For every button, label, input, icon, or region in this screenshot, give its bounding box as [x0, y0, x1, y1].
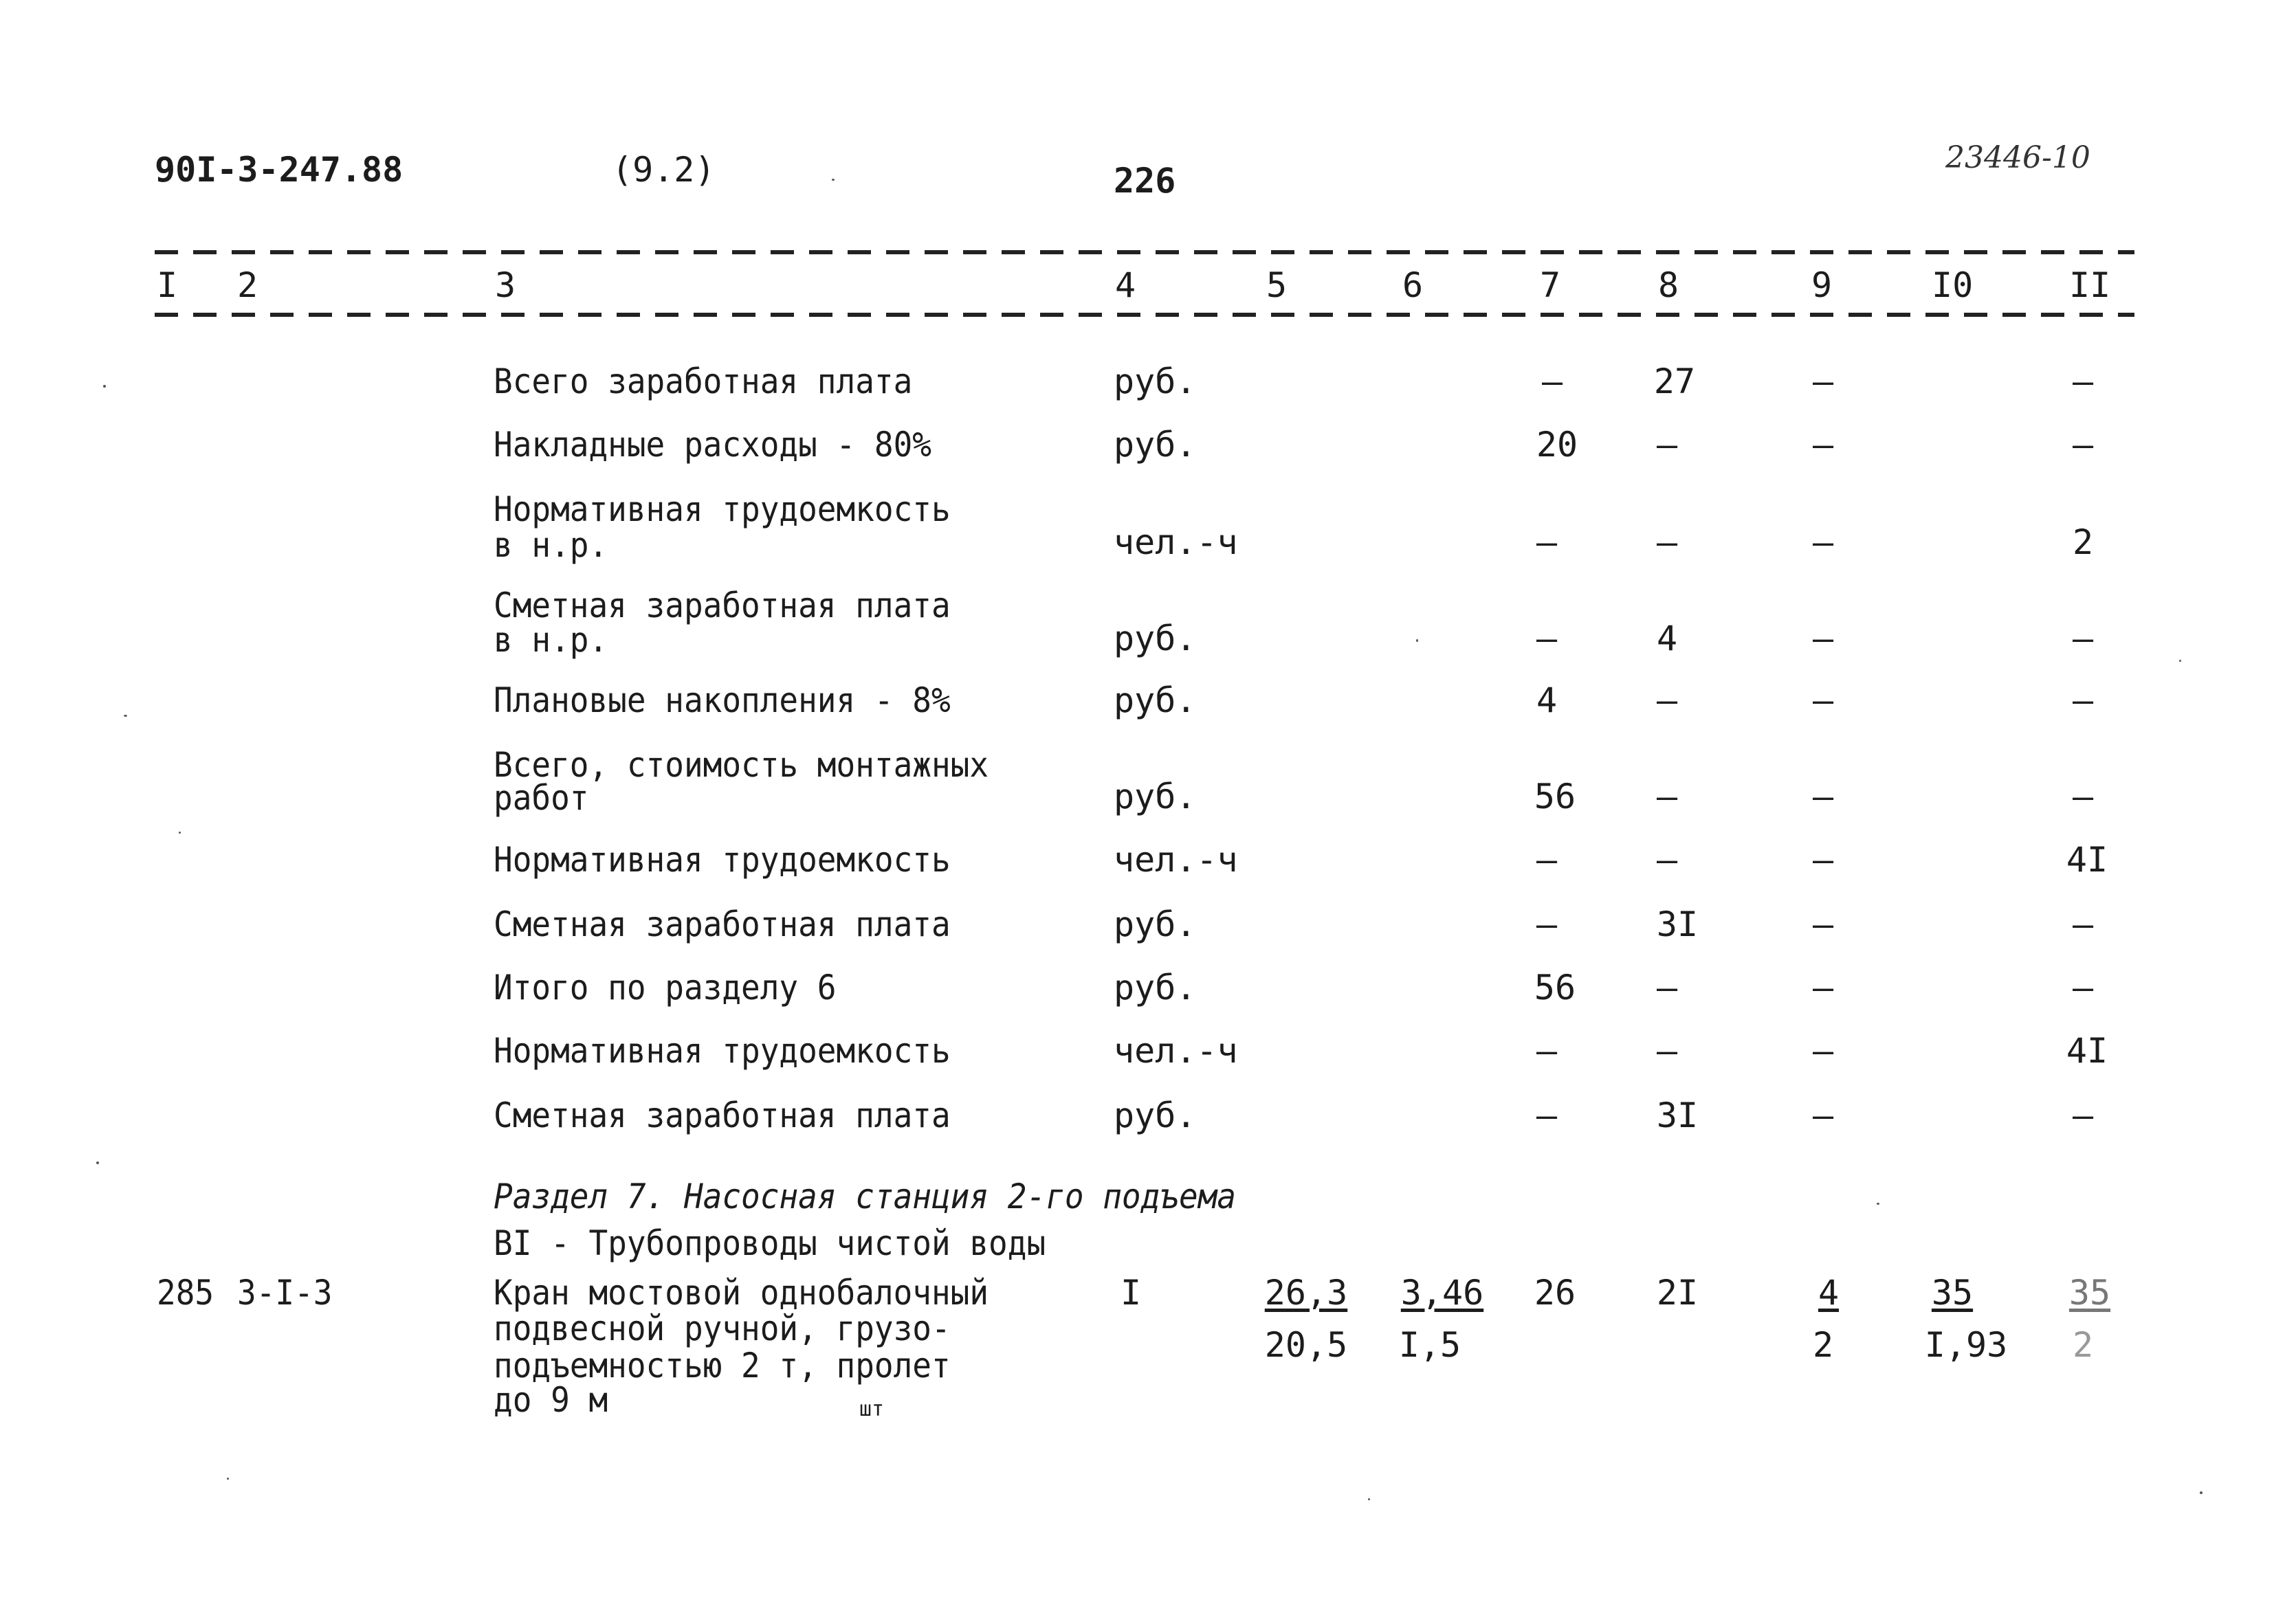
cell-col11: –	[2072, 619, 2094, 658]
col-header-9: 9	[1811, 265, 1833, 305]
row-name: Накладные расходы - 80%	[494, 425, 931, 465]
row-unit: руб.	[1114, 619, 1197, 658]
row-name: Нормативная трудоемкость	[494, 840, 951, 880]
cell-col9: –	[1812, 840, 1834, 880]
cell-col8: –	[1656, 522, 1678, 562]
cell-col9-top: 4	[1818, 1273, 1840, 1313]
row-name: Итого по разделу 6	[494, 968, 837, 1008]
col-header-11: II	[2069, 265, 2111, 305]
cell-col9: –	[1812, 361, 1834, 401]
col-header-1: I	[157, 265, 178, 305]
col-header-5: 5	[1266, 265, 1288, 305]
cell-col11: 4I	[2066, 840, 2108, 880]
cell-col8: –	[1656, 777, 1678, 816]
row-unit: чел.-ч	[1114, 840, 1238, 880]
item-quantity: I	[1121, 1273, 1142, 1313]
cell-col10-bottom: I,93	[1924, 1325, 2008, 1365]
cell-col7: 56	[1534, 968, 1576, 1008]
page-number: 226	[1114, 161, 1176, 201]
row-unit: чел.-ч	[1114, 522, 1238, 562]
cell-col9: –	[1812, 968, 1834, 1008]
item-name-line3: подъемностью 2 т, пролет	[494, 1346, 951, 1386]
cell-col11-bottom: 2	[2072, 1325, 2094, 1365]
item-unit-note: шт	[859, 1397, 885, 1421]
handwritten-reference: 23446-10	[1945, 140, 2090, 175]
cell-col8: 2I	[1656, 1273, 1699, 1313]
cell-col8: –	[1656, 968, 1678, 1008]
row-unit: руб.	[1114, 904, 1197, 944]
col-header-6: 6	[1402, 265, 1424, 305]
cell-col9: –	[1812, 680, 1834, 720]
cell-col9: –	[1812, 904, 1834, 944]
row-name: Нормативная трудоемкость	[494, 489, 951, 529]
cell-col8: –	[1656, 840, 1678, 880]
item-name-line4: до 9 м	[494, 1380, 608, 1420]
cell-col7: 56	[1534, 777, 1576, 816]
row-unit: руб.	[1114, 361, 1197, 401]
cell-col7: –	[1536, 1031, 1558, 1071]
row-unit: руб.	[1114, 968, 1197, 1008]
cell-col7: –	[1536, 619, 1558, 658]
cell-col7: 26	[1534, 1273, 1576, 1313]
section-7-subtitle: BI - Трубопроводы чистой воды	[494, 1223, 1046, 1263]
cell-col8: 4	[1656, 619, 1678, 658]
row-unit: руб.	[1114, 1095, 1197, 1135]
cell-col11: 2	[2072, 522, 2094, 562]
row-unit: руб.	[1114, 425, 1197, 465]
cell-col11: –	[2072, 904, 2094, 944]
cell-col9: –	[1812, 425, 1834, 465]
row-name: Плановые накопления - 8%	[494, 680, 951, 720]
row-name: Сметная заработная плата	[494, 904, 951, 944]
cell-col11: –	[2072, 361, 2094, 401]
cell-col8: –	[1656, 1031, 1678, 1071]
row-name: Сметная заработная плата	[494, 1095, 951, 1135]
cell-col10-top: 35	[1931, 1273, 1974, 1313]
col-header-3: 3	[495, 265, 516, 305]
cell-col9: –	[1812, 1095, 1834, 1135]
row-name-line2: в н.р.	[494, 525, 608, 565]
cell-col11: 4I	[2066, 1031, 2108, 1071]
cell-col11: –	[2072, 968, 2094, 1008]
cell-col11: –	[2072, 1095, 2094, 1135]
cell-col9: –	[1812, 1031, 1834, 1071]
row-name-line2: работ	[494, 778, 589, 818]
cell-col7: –	[1536, 840, 1558, 880]
cell-col7: 20	[1536, 425, 1578, 465]
cell-col7: –	[1536, 522, 1558, 562]
item-code: 3-I-3	[237, 1273, 333, 1313]
cell-col9: –	[1812, 777, 1834, 816]
col-header-2: 2	[237, 265, 258, 305]
cell-col7: –	[1541, 361, 1563, 401]
section-7-title: Раздел 7. Насосная станция 2-го подъема	[494, 1177, 1237, 1216]
cell-col7: 4	[1536, 680, 1558, 720]
cell-col11: –	[2072, 777, 2094, 816]
row-name: Сметная заработная плата	[494, 586, 951, 625]
cell-col8: –	[1656, 680, 1678, 720]
cell-col7: –	[1536, 1095, 1558, 1135]
col-header-10: I0	[1932, 265, 1974, 305]
cell-col11: –	[2072, 680, 2094, 720]
cell-col11-top: 35	[2068, 1273, 2111, 1313]
section-reference: (9.2)	[612, 150, 716, 190]
row-name: Всего, стоимость монтажных	[494, 745, 989, 785]
cell-col11: –	[2072, 425, 2094, 465]
row-unit: чел.-ч	[1114, 1031, 1238, 1071]
row-name-line2: в н.р.	[494, 620, 608, 660]
cell-col9: –	[1812, 522, 1834, 562]
cell-col7: –	[1536, 904, 1558, 944]
cell-col9-bottom: 2	[1812, 1325, 1834, 1365]
cell-col6-bottom: I,5	[1398, 1325, 1461, 1365]
document-code: 90I-3-247.88	[155, 150, 404, 190]
cell-col8: 3I	[1656, 904, 1699, 944]
row-name: Нормативная трудоемкость	[494, 1031, 951, 1071]
header-bottom-rule	[155, 313, 2134, 317]
item-name: Кран мостовой однобалочный	[494, 1273, 989, 1313]
col-header-8: 8	[1658, 265, 1679, 305]
item-number: 285	[157, 1273, 214, 1313]
cell-col6-top: 3,46	[1400, 1273, 1484, 1313]
col-header-4: 4	[1115, 265, 1136, 305]
cell-col5-bottom: 20,5	[1264, 1325, 1348, 1365]
cell-col9: –	[1812, 619, 1834, 658]
col-header-7: 7	[1540, 265, 1561, 305]
row-name: Всего заработная плата	[494, 361, 913, 401]
row-unit: руб.	[1114, 777, 1197, 816]
cell-col8: 27	[1653, 361, 1696, 401]
header-top-rule	[155, 250, 2134, 254]
cell-col8: 3I	[1656, 1095, 1699, 1135]
row-unit: руб.	[1114, 680, 1197, 720]
cell-col5-top: 26,3	[1264, 1273, 1348, 1313]
cell-col8: –	[1656, 425, 1678, 465]
item-name-line2: подвесной ручной, грузо-	[494, 1309, 951, 1348]
